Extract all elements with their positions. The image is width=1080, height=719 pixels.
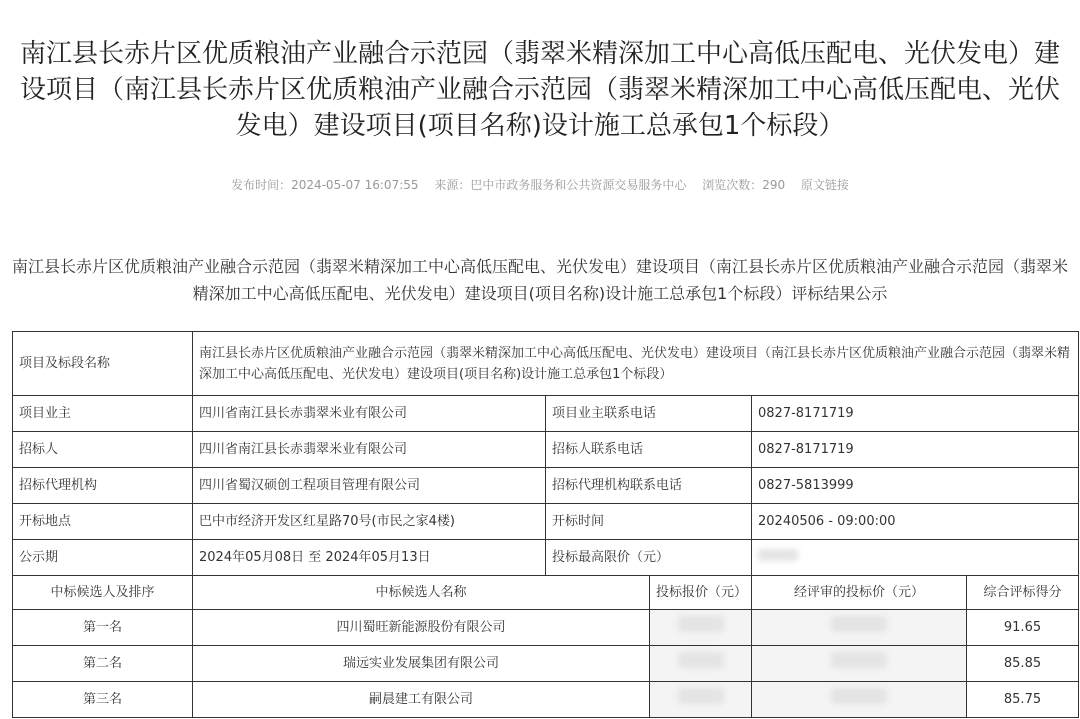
candidate-score: 85.85 [967,646,1079,682]
max-price-label: 投标最高限价（元） [546,540,752,576]
table-row [13,682,1079,718]
project-label: 项目及标段名称 [13,332,193,396]
col-header-rank: 中标候选人及排序 [13,576,193,610]
candidate-evaluated-bid-redacted [752,646,967,682]
table-header-row [13,576,1079,610]
candidate-name: 嗣晨建工有限公司 [193,682,650,718]
project-value: 南江县长赤片区优质粮油产业融合示范园（翡翠米精深加工中心高低压配电、光伏发电）建设项目（南江县长赤片区优质粮油产业融合示范园（翡翠米精深加工中心高低压配电、光伏发电）建设项目(项目名称)设计施工总承包1个标段） [193,332,1079,396]
publish-time: 发布时间：2024-05-07 16:07:55 [231,178,419,192]
candidate-rank: 第一名 [13,610,193,646]
table-row [13,646,1079,682]
redacted-mark [831,688,887,704]
max-price-value-redacted [752,540,1079,576]
page-title: 南江县长赤片区优质粮油产业融合示范园（翡翠米精深加工中心高低压配电、光伏发电）建设项目（南江县长赤片区优质粮油产业融合示范园（翡翠米精深加工中心高低压配电、光伏发电）建设项目(项目名称)设计施工总承包1个标段） [19,39,1060,141]
owner-phone-value: 0827-8171719 [752,396,1079,432]
agency-phone-label: 招标代理机构联系电话 [546,468,752,504]
result-table [12,331,1079,718]
view-count: 浏览次数：290 [702,178,786,192]
candidate-bid-redacted [650,682,752,718]
candidate-score: 91.65 [967,610,1079,646]
tenderer-phone-label: 招标人联系电话 [546,432,752,468]
table-row [13,432,1079,468]
redacted-mark [678,688,724,704]
source: 来源：巴中市政务服务和公共资源交易服务中心 [434,178,687,192]
tenderer-label: 招标人 [13,432,193,468]
redacted-mark [758,549,798,561]
table-row [13,504,1079,540]
col-header-evaluated-bid: 经评审的投标价（元） [752,576,967,610]
candidate-name: 四川蜀旺新能源股份有限公司 [193,610,650,646]
period-label: 公示期 [13,540,193,576]
table-row [13,332,1079,396]
candidate-bid-redacted [650,646,752,682]
open-time-label: 开标时间 [546,504,752,540]
announcement-subtitle: 南江县长赤片区优质粮油产业融合示范园（翡翠米精深加工中心高低压配电、光伏发电）建设项目（南江县长赤片区优质粮油产业融合示范园（翡翠米精深加工中心高低压配电、光伏发电）建设项目(项目名称)设计施工总承包1个标段）评标结果公示 [11,257,1068,303]
original-link[interactable]: 原文链接 [800,178,849,192]
meta-bar [0,176,1080,193]
candidate-name: 瑞远实业发展集团有限公司 [193,646,650,682]
table-row [13,468,1079,504]
candidate-evaluated-bid-redacted [752,682,967,718]
col-header-score: 综合评标得分 [967,576,1079,610]
candidate-rank: 第三名 [13,682,193,718]
agency-label: 招标代理机构 [13,468,193,504]
owner-value: 四川省南江县长赤翡翠米业有限公司 [193,396,546,432]
owner-label: 项目业主 [13,396,193,432]
col-header-bid: 投标报价（元） [650,576,752,610]
redacted-mark [678,652,724,668]
tenderer-phone-value: 0827-8171719 [752,432,1079,468]
table-row [13,610,1079,646]
candidate-rank: 第二名 [13,646,193,682]
table-row [13,396,1079,432]
owner-phone-label: 项目业主联系电话 [546,396,752,432]
agency-phone-value: 0827-5813999 [752,468,1079,504]
redacted-mark [831,652,887,668]
redacted-mark [831,616,887,632]
table-row [13,540,1079,576]
redacted-mark [678,616,724,632]
open-time-value: 20240506 - 09:00:00 [752,504,1079,540]
location-value: 巴中市经济开发区红星路70号(市民之家4楼) [193,504,546,540]
tenderer-value: 四川省南江县长赤翡翠米业有限公司 [193,432,546,468]
period-value: 2024年05月08日 至 2024年05月13日 [193,540,546,576]
candidate-score: 85.75 [967,682,1079,718]
candidate-bid-redacted [650,610,752,646]
location-label: 开标地点 [13,504,193,540]
agency-value: 四川省蜀汉硕创工程项目管理有限公司 [193,468,546,504]
col-header-name: 中标候选人名称 [193,576,650,610]
candidate-evaluated-bid-redacted [752,610,967,646]
